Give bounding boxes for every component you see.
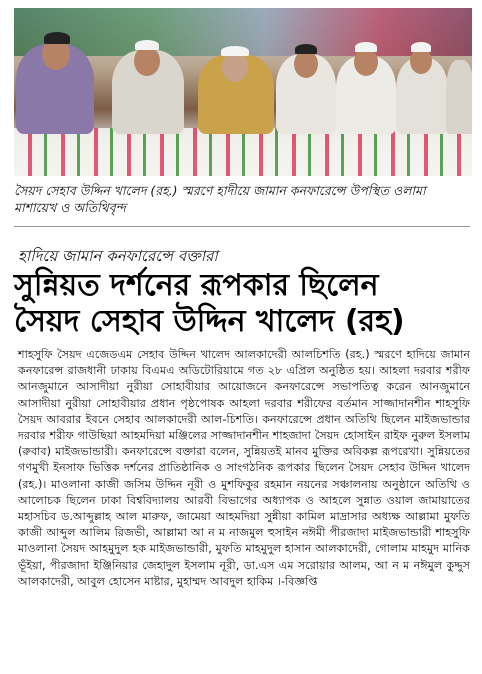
photo-person-cap — [355, 42, 377, 52]
photo-person-cap — [135, 40, 159, 50]
photo-person — [446, 60, 472, 134]
photo-person-head — [134, 46, 160, 76]
article-body: শাহসুফি সৈয়দ এজেডএম সেহাব উদ্দিন খালেদ আলকাদেরী আলচিশতি (রহ.) স্মরণে হাদিয়ে জামান কনফারেন্স রাজধানী ঢাকায় বিএমএ অডিটোরিয়ামে গত ২৮ এপ্রিল অনুষ্ঠিত হয়। আহলা দরবার শরীফ আনজুমানে আসাদীয়া নুরীয়া সোহাবীয়ার আয়োজনে কনফারেন্সে সভাপতিত্ব করেন আনজুমানে আসাদীয়া নুরীয়া সোহাবীয়ার প্রধান পৃষ্ঠপোষক আহলা দরবার শরীফের বর্তমান সাজ্জাদানশীন শাহসুফি সৈয়দ আবরার ইবনে সেহাব আলকাদেরী আল-চিশতি। কনফারেন্সে প্রধান অতিথি ছিলেন মাইজভান্ডার দরবার শরীফ গাউছিয়া আহমদিয়া মঞ্জিলের সাজ্জাদানশীন শাহজাদা সৈয়দ হোসাইন রাইফ নুরুল ইসলাম (রুবাব) মাইজভান্ডারী। কনফারেন্সে বক্তারা বলেন, সুন্নিয়তই মানব মুক্তির অবিকল্প রূপরেখা। সুন্নিয়তের গণমুখী ইনসাফ ভিত্তিক দর্শনের প্রাতিষ্ঠানিক ও সাংগঠনিক রূপকার ছিলেন সৈয়দ সেহাব উদ্দিন খালেদ (রহ.)। মাওলানা কাজী জসিম উদ্দিন নূরী ও মুশফিকুর রহমান নয়নের সঞ্চালনায় অনুষ্ঠানে অতিথি ও আলোচক ছিলেন ঢাকা বিশ্ববিদ্যালয় আরবী বিভাগের অধ্যাপক ও আহলে সুন্নাত ওয়াল জামায়াতের মহাসচিব ড.আব্দুল্লাহ আল মারুফ, জামেয়া আহমদিয়া সুন্নীয়া কামিল মাদ্রাসার অধ্যক্ষ আল্লামা মুফতি কাজী আব্দুল আলিম রিজভী, আল্লামা আ ন ম নাজমুল হুসাইন নঈমী পীরজাদা মাইজভান্ডারী শাহসুফি মাওলানা সৈয়দ আহমুদুল হক মাইজভান্ডারী, মুফতি মাহমুদুল হাসান আলকাদেরী, গোলাম মাহমুদ মানিক ভূঁইয়া, পীরজাদা ইঞ্জিনিয়ার জেহাদুল ইসলাম নূরী, ডা.এস এম সরোয়ার আলম, আ ন ম নঈমুল কুদ্দুস আলকাদেরী, আবুল হোসেন মাষ্টার, মুহাম্মদ আবদুল হাকিম ।-বিজ্ঞপ্তি — [18, 348, 470, 588]
news-photo — [14, 8, 472, 176]
photo-person-head — [222, 52, 248, 82]
photo-person-cap — [221, 46, 249, 56]
photo-person-cap — [411, 42, 431, 52]
headline — [14, 268, 472, 340]
photo-person-head — [354, 48, 378, 76]
photo-person-cap — [295, 44, 317, 54]
divider — [14, 226, 470, 227]
photo-person-cap — [44, 32, 70, 44]
kicker-line: হাদিয়ে জামান কনফারেন্সে বক্তারা — [18, 247, 218, 265]
headline-line-1: সুন্নিয়ত দর্শনের রূপকার ছিলেন — [14, 268, 379, 303]
photo-flower-stage — [14, 128, 472, 176]
photo-person-head — [294, 50, 318, 78]
photo-caption: সৈয়দ সেহাব উদ্দিন খালেদ (রহ.) স্মরণে হাদীয়ে জামান কনফারেন্সে উপস্থিত ওলামা মাশায়েখ ও অতিথিবৃন্দ — [14, 183, 426, 215]
headline-line-2: সৈয়দ সেহাব উদ্দিন খালেদ (রহ) — [14, 304, 405, 339]
